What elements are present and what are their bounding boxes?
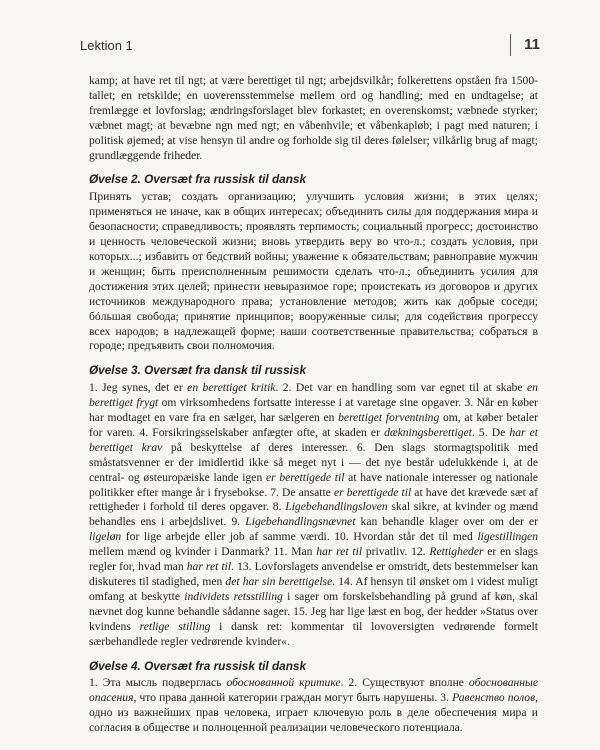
italic-term: berettiget forventning xyxy=(338,411,440,425)
page-number: 11 xyxy=(524,36,540,53)
vocabulary-paragraph: kamp; at have ret til ngt; at være berettiget til ngt; arbejdsvilkår; folkerettens opståen fra 1500-tallet; en retskilde; en uoverensstemmelse mellem ord og handling; med en undtagelse; at fremlægge et lovforslag; ændringsforslaget blev forkastet; en overenskomst; væbnede styrker; væbnet magt; at bevæbne ngn med ngt; en våbenhvile; et våbenkapløb; i pagt med naturen; i politisk øjemed; at vise hensyn til andre og forholde sig til deres følelser; vilkårlig brug af magt; grundlæggende friheder. xyxy=(89,74,538,162)
text-run: , что права данной категории граждан могут быть нарушены. 3. xyxy=(133,691,453,705)
italic-term: Ligebehandlingsnævnet xyxy=(245,515,356,529)
text-run: er en slags regler for, hvad man xyxy=(89,545,538,574)
text-run: om, at køber betaler for varen. 4. Forsikringsselskaber anfægter ofte, at skaden er xyxy=(89,411,539,439)
text-run: i dansk ret: kommentar til lovoversigten vedrørende formelt særbehandlede regler vedrørende kvinder«. xyxy=(89,619,538,648)
text-run: . 13. Lovforslagets anvendelse er omstridt, dets bestemmelser kan diskuteres til stadighed, men xyxy=(89,560,538,588)
italic-term: retlige stilling xyxy=(139,619,211,633)
italic-term: har ret til xyxy=(316,545,363,559)
italic-term: har et berettiget krav xyxy=(89,425,538,454)
exercise-4-text xyxy=(89,676,538,736)
italic-term: обоснованные опасения xyxy=(89,676,538,705)
text-run: skal sikre, at kvinder og mænd behandles ens i arbejdslivet. 9. xyxy=(89,500,538,529)
italic-term: er berettigede til xyxy=(265,470,345,484)
page-header xyxy=(80,34,540,58)
lesson-title: Lektion 1 xyxy=(80,38,133,53)
text-run: mellem mænd og kvinder i Danmark? 11. Man xyxy=(89,545,317,559)
text-run: for lige arbejde eller job af samme værdi. 10. Hvordan står det til med xyxy=(121,530,478,544)
italic-term: en berettiget frygt xyxy=(89,381,538,410)
text-run: , одно из важнейших прав человека, играет ключевую роль в деле обеспечения мира и согласия в обществе и полноценной реализации человеческого потенциала. xyxy=(89,691,539,735)
italic-term: Равенство полов xyxy=(452,691,536,705)
text-run: privatliv. 12. xyxy=(362,545,430,559)
text-run: . 5. De xyxy=(471,425,510,439)
italic-term: ligeløn xyxy=(89,530,122,544)
header-divider xyxy=(510,34,511,56)
italic-term: ligestillingen xyxy=(477,530,538,544)
text-run: . 2. Существуют вполне xyxy=(340,676,469,690)
italic-term: en berettiget kritik xyxy=(187,381,276,395)
italic-term: Rettigheder xyxy=(429,545,484,559)
text-run: på beskyttelse af deres interesser. 6. Den slags stormagtspolitik med småstatsvenner er der imidlertid ikke så meget nyt i — det nye består udelukkende i, at de central- og østeuropæiske lande igen xyxy=(89,440,539,484)
exercise-2-text: Принять устав; создать организацию; улучшить условия жизни; в этих целях; применяться не иначе, как в общих интересах; объединить силы для поддержания мира и безопасности; справедливость; проявлять терпимость; социальный прогресс; достоинство и ценность человеческой жизни; вновь утвердить веру во что-л.; создать условия, при которых...; избавить от бедствий войны; уважение к обязательствам; равноправие мужчин и женщин; быть преисполненным решимости сделать что-л.; объединить усилия для достижения этих целей; принести невыразимое горе; проистекать из договоров и других источников международного права; установление методов; жить как добрые соседи; бóльшая свобода; принятие принципов; вооруженные силы; для содействия прогрессу всех народов; в надлежащей форме; наши соответственные правительства; собраться в городе; предъявить свои полномочия. xyxy=(89,190,538,353)
exercise-3-text xyxy=(89,381,538,649)
text-run: kan behandle klager over om der er xyxy=(355,515,538,529)
exercise-2-title: Øvelse 2. Oversæt fra russisk til dansk xyxy=(89,172,307,187)
text-run: 1. Эта мысль подверглась xyxy=(89,676,227,690)
italic-term: det har sin berettigelse xyxy=(225,575,333,588)
italic-term: Ligebehandlingsloven xyxy=(285,500,388,514)
text-run: . 14. Af hensyn til ønsket om i videst muligt omfang at beskytte xyxy=(89,575,538,603)
text-run: om virksomhedens fortsatte interesse i at varetage sine opgaver. 3. Når en køber har modtaget en vare fra en sælger, har sælgeren en xyxy=(89,396,539,425)
italic-term: er berettigede til xyxy=(333,485,412,499)
text-run: . 2. Det var en handling som var egnet til at skabe xyxy=(275,381,528,395)
italic-term: individets retsstilling xyxy=(184,589,283,603)
text-run: 1. Jeg synes, det er xyxy=(89,381,188,395)
exercise-3-title: Øvelse 3. Oversæt fra dansk til russisk xyxy=(89,363,307,378)
text-run: at have nationale interesser og nationale politikker efter mange år i frysebokse. 7. De ansatte xyxy=(89,470,538,499)
exercise-4-title: Øvelse 4. Oversæt fra russisk til dansk xyxy=(89,658,307,673)
italic-term: dækningsberettiget xyxy=(384,425,472,439)
italic-term: har ret til xyxy=(186,560,232,574)
text-run: at have det krævede sæt af rettigheder i forhold til deres opgaver. 8. xyxy=(89,485,539,514)
page-content xyxy=(89,74,538,736)
text-run: i sager om forskelsbehandling på grund af køn, skal nævnet dog kunne behandle sådanne sager. 15. Jeg har lige læst en bog, der hedder »Status over kvindens xyxy=(89,589,538,633)
italic-term: обоснованной критике xyxy=(226,676,341,690)
